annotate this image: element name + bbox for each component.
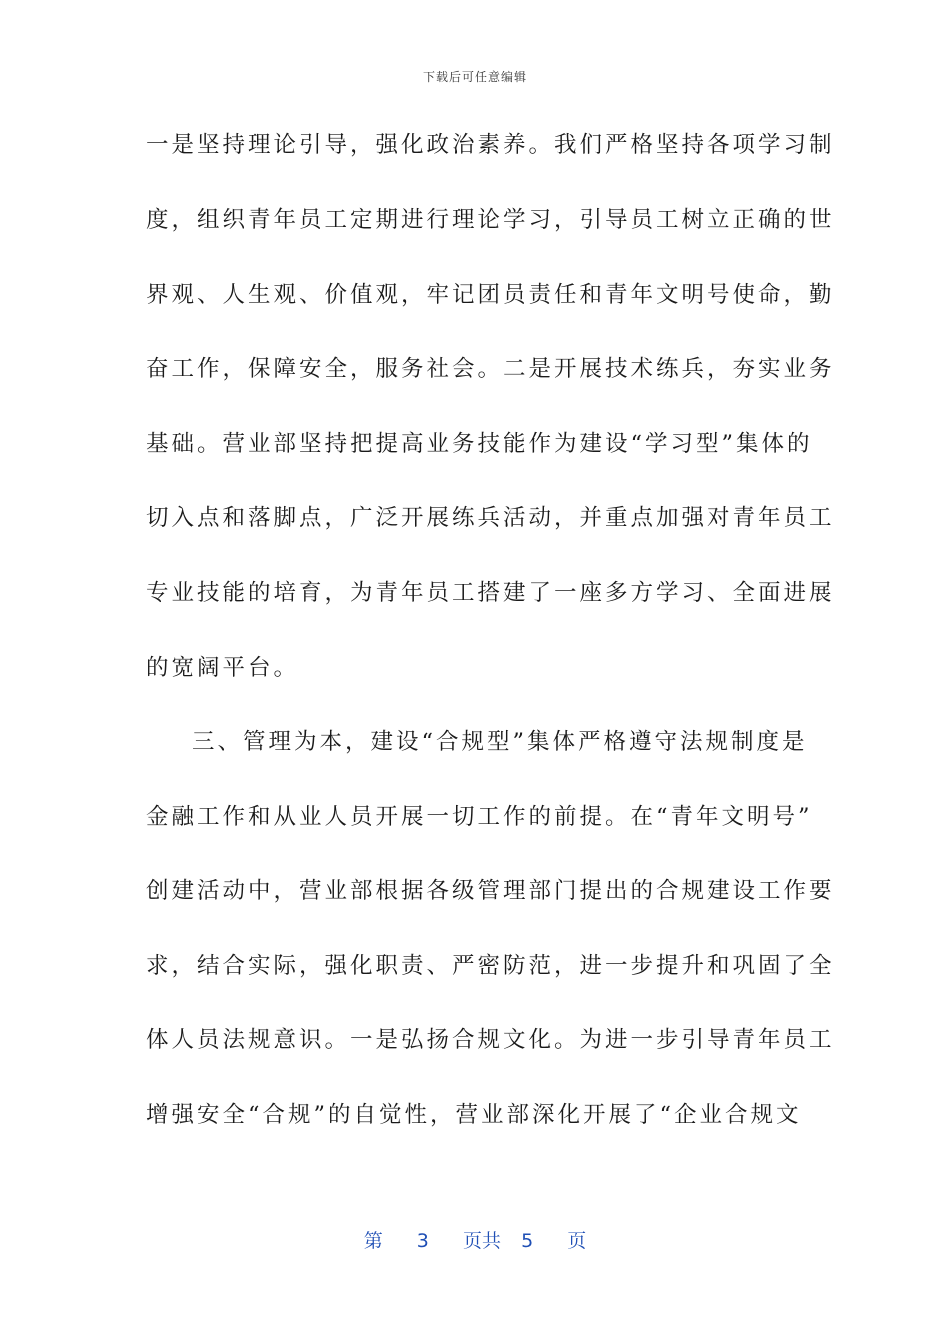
footer-middle: 页共 <box>462 1230 501 1252</box>
body-line: 创建活动中，营业部根据各级管理部门提出的合规建设工作要 <box>146 878 835 904</box>
header-note: 下载后可任意编辑 <box>422 70 527 84</box>
body-line: 一是坚持理论引导，强化政治素养。我们严格坚持各项学习制 <box>146 132 835 158</box>
body-line: 度，组织青年员工定期进行理论学习，引导员工树立正确的世 <box>146 207 835 233</box>
footer-suffix: 页 <box>567 1230 587 1252</box>
body-line: 的宽阔平台。 <box>146 655 300 681</box>
body-line: 界观、人生观、价值观，牢记团员责任和青年文明号使命，勤 <box>146 282 835 308</box>
body-line: 专业技能的培育，为青年员工搭建了一座多方学习、全面进展 <box>146 580 835 606</box>
footer-prefix: 第 <box>363 1230 383 1252</box>
current-page-number: 3 <box>416 1230 429 1252</box>
page-footer <box>0 1226 950 1253</box>
body-line: 三、管理为本，建设“合规型”集体严格遵守法规制度是 <box>192 729 808 755</box>
body-line: 基础。营业部坚持把提高业务技能作为建设“学习型”集体的 <box>146 431 813 457</box>
body-line: 奋工作，保障安全，服务社会。二是开展技术练兵，夯实业务 <box>146 356 835 382</box>
body-line: 求，结合实际，强化职责、严密防范，进一步提升和巩固了全 <box>146 953 835 979</box>
body-line: 金融工作和从业人员开展一切工作的前提。在“青年文明号” <box>146 804 813 830</box>
body-line: 切入点和落脚点，广泛开展练兵活动，并重点加强对青年员工 <box>146 505 835 531</box>
body-line: 体人员法规意识。一是弘扬合规文化。为进一步引导青年员工 <box>146 1027 835 1053</box>
body-line: 增强安全“合规”的自觉性，营业部深化开展了“企业合规文 <box>146 1102 802 1128</box>
total-pages-number: 5 <box>521 1230 534 1252</box>
